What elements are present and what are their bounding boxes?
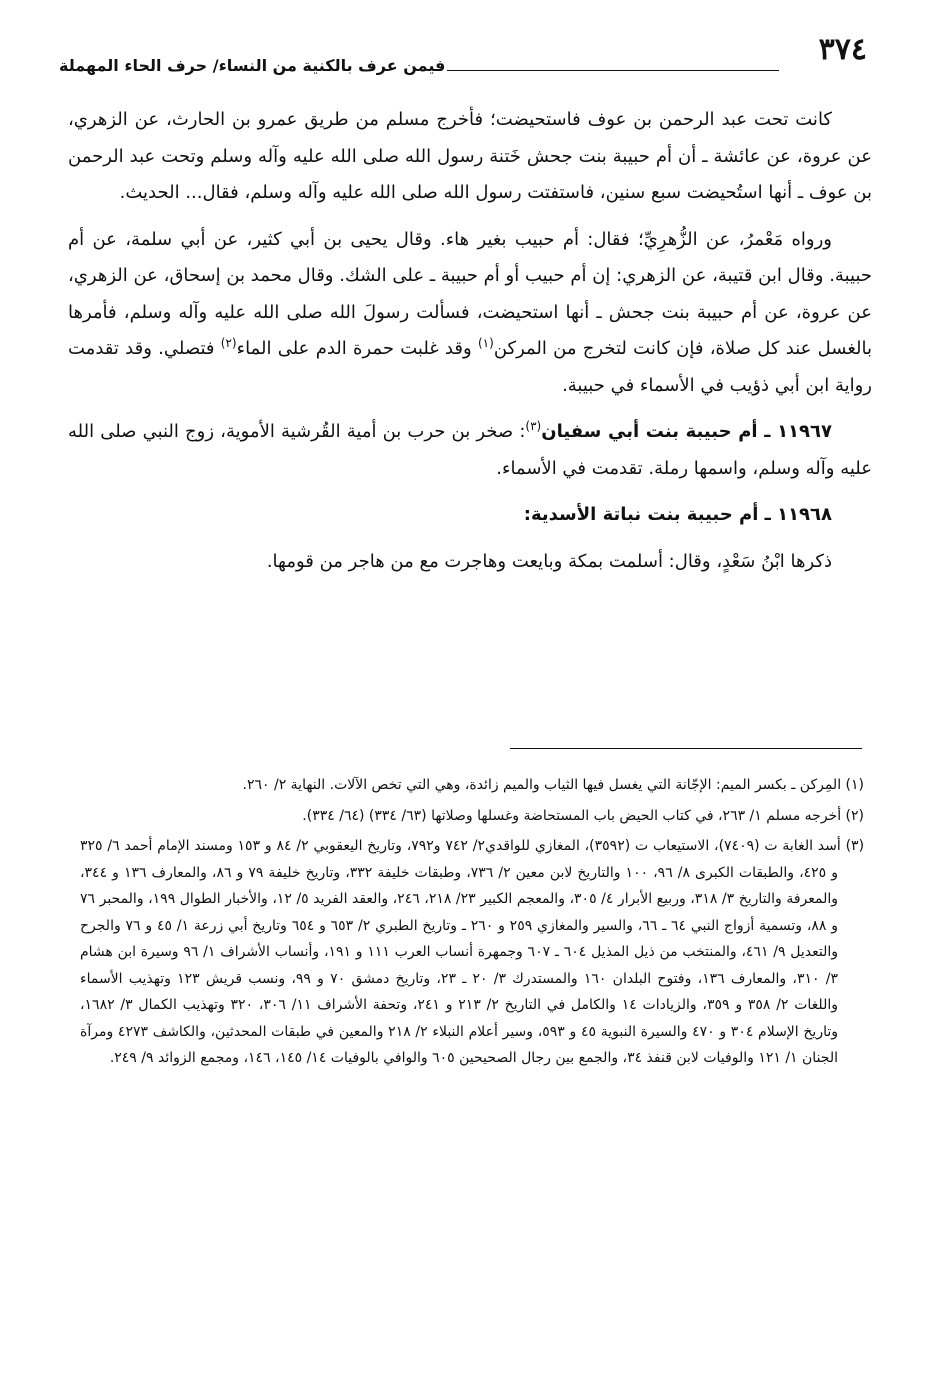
footnote-ref-3[interactable]: (٣) bbox=[525, 419, 542, 433]
footnote-1: (١) المِركن ـ بكسر الميم: الإجّانة التي يغسل فيها الثياب والميم زائدة، وهي التي تخص الآلات. النهاية ٢/ ٢٦٠. bbox=[242, 777, 864, 793]
footnote-separator bbox=[510, 748, 862, 749]
page-header bbox=[55, 30, 875, 82]
main-text bbox=[68, 102, 872, 580]
entry-11968-title: ١١٩٦٨ ـ أم حبيبة بنت نباتة الأسدية: bbox=[523, 504, 832, 525]
entry-11967-title: ١١٩٦٧ ـ أم حبيبة بنت أبي سفيان bbox=[541, 421, 832, 442]
paragraph-2-part-c: فتصلي. وقد تقدمت رواية ابن أبي ذؤيب في الأسماء في حبيبة. bbox=[68, 338, 872, 396]
footnotes bbox=[80, 772, 864, 1076]
page-number: ٣٧٤ bbox=[818, 32, 867, 67]
paragraph-2-part-b: وقد غلبت حمرة الدم على الماء bbox=[236, 338, 478, 359]
paragraph-1: كانت تحت عبد الرحمن بن عوف فاستحيضت؛ فأخرج مسلم من طريق عمرو بن الحارث، عن الزهري، عن عروة، عن عائشة ـ أن أم حبيبة بنت جحش خَتنة رسول الله صلى الله عليه وآله وسلم وتحت عبد الرحمن بن عوف ـ أنها استُحيضت سبع سنين، فاستفتت رسول الله صلى الله عليه وآله وسلم، فقال... الحديث. bbox=[68, 109, 872, 203]
running-title: فيمن عرف بالكنية من النساء/ حرف الحاء المهملة bbox=[59, 56, 446, 75]
entry-11968-text: ذكرها ابْنُ سَعْدٍ، وقال: أسلمت بمكة وبايعت وهاجرت مع من هاجر من قومها. bbox=[266, 550, 832, 572]
entry-11967-text: : صخر بن حرب بن أمية القُرشية الأموية، زوج النبي صلى الله عليه وآله وسلم، واسمها رملة. تقدمت في الأسماء. bbox=[68, 421, 872, 479]
paragraph-2-part-a: ورواه مَعْمرُ، عن الزُّهرِيِّ؛ فقال: أم حبيب بغير هاء. وقال يحيى بن أبي كثير، عن أبي سلمة، عن أم حبيبة. وقال ابن قتيبة، عن الزهري: إن أم حبيب أو أم حبيبة ـ على الشك. وقال محمد بن إسحاق، عن الزهري، عن عروة، عن أم حبيبة بنت جحش ـ أنها استحيضت، فسألت رسولَ الله صلى الله عليه وآله وسلم، فأمرها بالغسل عند كل صلاة، فإن كانت لتخرج من المركن bbox=[68, 228, 872, 359]
footnote-ref-2[interactable]: (٢) bbox=[220, 336, 237, 350]
footnote-2: (٢) أخرجه مسلم ١/ ٢٦٣، في كتاب الحيض باب المستحاضة وغسلها وصلاتها (٦٣/ ٣٣٤) (٦٤/ ٣٣٤). bbox=[302, 807, 864, 824]
footnote-ref-1[interactable]: (١) bbox=[477, 336, 494, 350]
paragraph-2 bbox=[68, 222, 872, 405]
entry-11967 bbox=[68, 414, 872, 487]
header-rule bbox=[447, 70, 779, 71]
footnote-3: (٣) أسد الغابة ت (٧٤٠٩)، الاستيعاب ت (٣٥٩٢)، المغازي للواقدي٢/ ٧٤٢ و٧٩٢، وتاريخ اليعقوبي ٢/ ٨٤ و ١٥٣ ومسند الإمام أحمد ٦/ ٣٢٥ و ٤٢٥، والطبقات الكبرى ٨/ ٩٦، ١٠٠ والتاريخ لابن معين ٢/ ٧٣٦، وطبقات خليفة ٣٣٢، وتاريخ خليفة ٧٩ و ٨٦، والمعارف ١٣٦ و ٣٤٤، والمعرفة والتاريخ ٣/ ٣١٨، وربيع الأبرار ٤/ ٣٠٥، والمعجم الكبير ٢٣/ ٢١٨، ٢٤٦، والعقد الفريد ٥/ ١٢، والأخبار الطوال ١٩٩، والمحبر ٧٦ و ٨٨، وتسمية أزواج النبي ٦٤ ـ ٦٦، والسير والمغازي ٢٥٩ و ٢٦٠ ـ وتاريخ الطبري ٢/ ٦٥٣ و ٦٥٤ وتاريخ أبي زرعة ١/ ٤٥ و ٧٦ والجرح والتعديل ٩/ ٤٦١، والمنتخب من ذيل المذيل ٦٠٤ ـ ٦٠٧ وجمهرة أنساب العرب ١١١ و ١٩١، وأنساب الأشراف ١/ ٩٦ وسيرة ابن هشام ٣/ ٣١٠، والمعارف ١٣٦، وفتوح البلدان ١٦٠ والمستدرك ٣/ ٢٠ ـ ٢٣، وتاريخ دمشق ٧٠ و ٩٩، ونسب قريش ١٢٣ وتهذيب الأسماء واللغات ٢/ ٣٥٨ و ٣٥٩، والزيادات ١٤ والكامل في التاريخ ٢/ ٢١٣ و ٢٤١، وتحفة الأشراف ١١/ ٣٠٦، ٣٢٠ وتهذيب الكمال ٣/ ١٦٨٢، وتاريخ الإسلام ٣٠٤ و ٤٧٠ والسيرة النبوية ٤٥ و ٥٩٣، وسير أعلام النبلاء ٢/ ٢١٨ والمعين في طبقات المحدثين، والكاشف ٤٢٧٣ ومرآة الجنان ١/ ١٢١ والوفيات لابن قنفذ ٣٤، والجمع بين رجال الصحيحين ٦٠٥ والوافي بالوفيات ١٤/ ١٤٥، ١٤٦، ومجمع الزوائد ٩/ ٢٤٩. bbox=[80, 838, 865, 1066]
